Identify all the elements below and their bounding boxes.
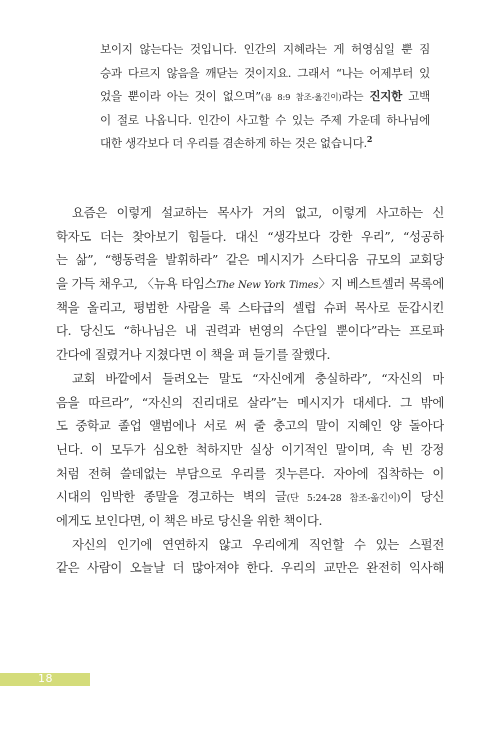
newspaper-title: The New York Times bbox=[216, 280, 319, 292]
scripture-reference: (단 5:24-28 참조-옮긴이) bbox=[286, 493, 401, 505]
block-quote bbox=[100, 38, 430, 156]
quote-text: 었을 뿐이라 아는 것이 없으며” bbox=[100, 89, 261, 104]
paragraph-line: 같은 사람이 오늘날 더 많아져야 한다. 우리의 교만은 완전히 익사해 bbox=[56, 560, 444, 576]
quote-text: 라는 bbox=[341, 89, 370, 104]
paragraph-line: 책을 올리고, 평범한 사람을 록 스타급의 셀럽 슈퍼 목사로 둔갑시킨 bbox=[56, 299, 444, 315]
quote-text: 대한 생각보다 더 우리를 겸손하게 하는 것은 없습니다. bbox=[100, 136, 367, 151]
paragraph-line: 처럼 전혀 쓸데없는 부담으로 우리를 짓누른다. 자아에 집착하는 이 bbox=[56, 465, 444, 481]
paragraph-line: 닌다. 이 모두가 심오한 척하지만 실상 이기적인 말이며, 속 빈 강정 bbox=[56, 441, 444, 457]
paragraph-line: 학자도 더는 찾아보기 힘들다. 대신 “생각보다 강한 우리”, “성공하 bbox=[56, 228, 444, 244]
paragraph-line: 다. 당신도 “하나님은 내 권력과 번영의 수단일 뿐이다”라는 프로파 bbox=[56, 323, 444, 339]
paragraph-line: 에게도 보인다면, 이 책은 바로 당신을 위한 책이다. bbox=[56, 512, 323, 528]
body-text bbox=[56, 201, 444, 580]
quote-line: 승과 다르지 않음을 깨닫는 것이지요. 그래서 “나는 어제부터 있 bbox=[100, 65, 430, 80]
paragraph-line bbox=[56, 272, 444, 296]
emphasis-text: 진지한 bbox=[369, 89, 403, 104]
quote-line: 보이지 않는다는 것입니다. 인간의 지혜라는 게 허영심일 뿐 짐 bbox=[100, 42, 430, 56]
paragraph-text: 이 당신 bbox=[400, 489, 444, 505]
quote-text: 고백 bbox=[402, 89, 430, 104]
paragraph-text: 시대의 임박한 종말을 경고하는 벽의 글 bbox=[56, 489, 287, 505]
scripture-reference: (욥 8:9 참조-옮긴이) bbox=[260, 93, 342, 104]
paragraph-line: 자신의 인기에 연연하지 않고 우리에게 직언할 수 있는 스펄전 bbox=[72, 536, 444, 552]
paragraph-line: 도 중학교 졸업 앨범에나 서로 써 줄 충고의 말이 지혜인 양 돌아다 bbox=[56, 418, 444, 434]
paragraph-line: 요즘은 이렇게 설교하는 목사가 거의 없고, 이렇게 사고하는 신 bbox=[72, 205, 444, 220]
quote-line bbox=[100, 85, 430, 109]
paragraph-line bbox=[56, 485, 444, 509]
paragraph-line: 교회 바깥에서 들려오는 말도 “자신에게 충실하라”, “자신의 마 bbox=[72, 370, 444, 386]
quote-line bbox=[100, 132, 430, 156]
quote-line: 이 절로 나옵니다. 인간이 사고할 수 있는 주제 가운데 하나님에 bbox=[100, 112, 430, 127]
paragraph-line: 음을 따르라”, “자신의 진리대로 살라”는 메시지가 대세다. 그 밖에 bbox=[56, 394, 444, 410]
page-number-tab bbox=[0, 673, 90, 686]
paragraph-text: 〉지 베스트셀러 목록에 bbox=[318, 276, 444, 292]
paragraph-line: 간다에 질렸거나 지쳤다면 이 책을 펴 들기를 잘했다. bbox=[56, 347, 331, 363]
paragraph-text: 을 가득 채우고, 〈뉴욕 타임스 bbox=[56, 276, 217, 292]
footnote-marker: 2 bbox=[366, 134, 373, 145]
paragraph-line: 는 삶”, “행동력을 발휘하라” 같은 메시지가 스타디움 규모의 교회당 bbox=[56, 252, 444, 268]
page-number: 18 bbox=[38, 672, 53, 685]
